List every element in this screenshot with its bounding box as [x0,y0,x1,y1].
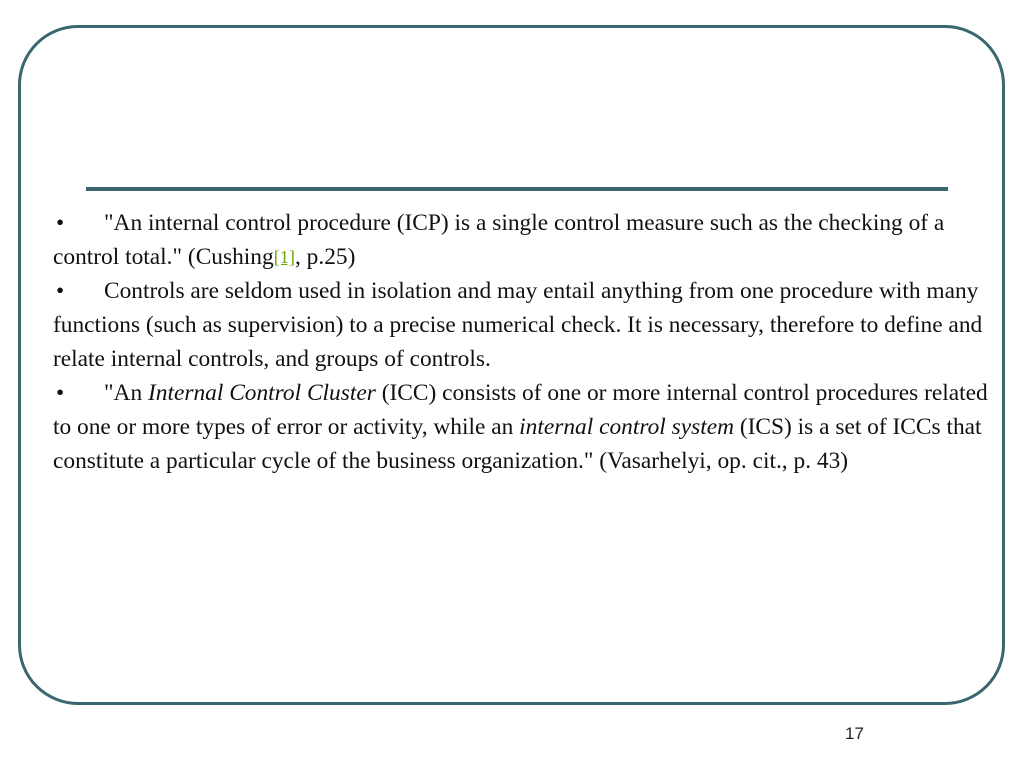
reference-link[interactable]: [1] [273,247,295,268]
title-divider-line [86,187,948,191]
bullet-text: Controls are seldom used in isolation and may entail anything from one procedure with many functions (such as supervision) to a precise numerical check. It is necessary, therefore to define and relate internal controls, and groups of controls. [53,278,983,373]
bullet-item [53,206,1003,274]
italic-term: internal control system [519,414,734,441]
bullet-text: (ICS) is a set of ICCs that constitute a particular cycle of the business organization." (Vasarhelyi, op. cit., p. 43) [53,414,982,475]
bullet-icon: • [56,278,65,305]
bullet-icon: • [56,380,65,407]
bullet-text: "An [104,380,148,407]
bullet-text-tail: , p.25) [294,244,356,270]
bullet-item [53,274,1003,376]
slide-body [53,206,1003,478]
italic-term: Internal Control Cluster [147,380,376,407]
page-number: 17 [845,724,864,743]
bullet-text: (ICC) consists of one or more internal control procedures related to one or more types of error or activity, while an [53,380,988,441]
bullet-item [53,376,1003,478]
bullet-text: "An internal control procedure (ICP) is a single control measure such as the checking of a control total." (Cushing [53,210,945,270]
bullet-icon: • [56,210,65,236]
